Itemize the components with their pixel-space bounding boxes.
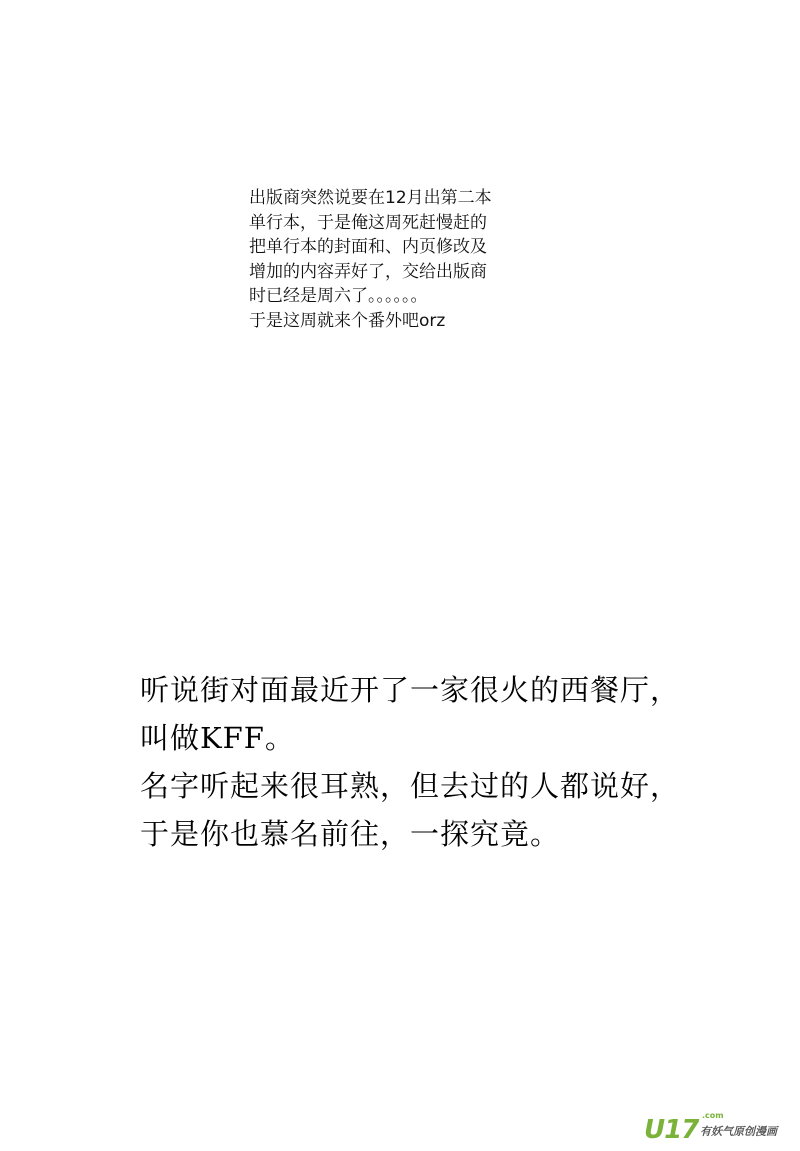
author-note-line: 单行本，于是俺这周死赶慢赶的: [249, 212, 487, 233]
watermark-domain: .com: [702, 1111, 724, 1120]
u17-watermark: [644, 1111, 794, 1145]
narration-line: 听说街对面最近开了一家很火的西餐厅，: [140, 673, 681, 707]
narration-line: 叫做KFF。: [140, 721, 295, 755]
author-note-line: 把单行本的封面和、内页修改及: [249, 237, 487, 257]
story-narration: [140, 666, 780, 858]
watermark-slogan: 有妖气原创漫画: [700, 1125, 777, 1138]
narration-line: 名字听起来很耳熟，但去过的人都说好，: [140, 769, 681, 803]
author-note: [249, 186, 569, 333]
author-note-line: 增加的内容弄好了，交给出版商: [249, 261, 487, 282]
narration-line: 于是你也慕名前往，一探究竟。: [140, 817, 561, 851]
author-note-line: 于是这周就来个番外吧orz: [249, 310, 446, 331]
watermark-logo: U17: [644, 1115, 699, 1145]
author-note-line: 时已经是周六了。。。。。。: [249, 286, 428, 306]
author-note-line: 出版商突然说要在12月出第二本: [249, 188, 492, 208]
